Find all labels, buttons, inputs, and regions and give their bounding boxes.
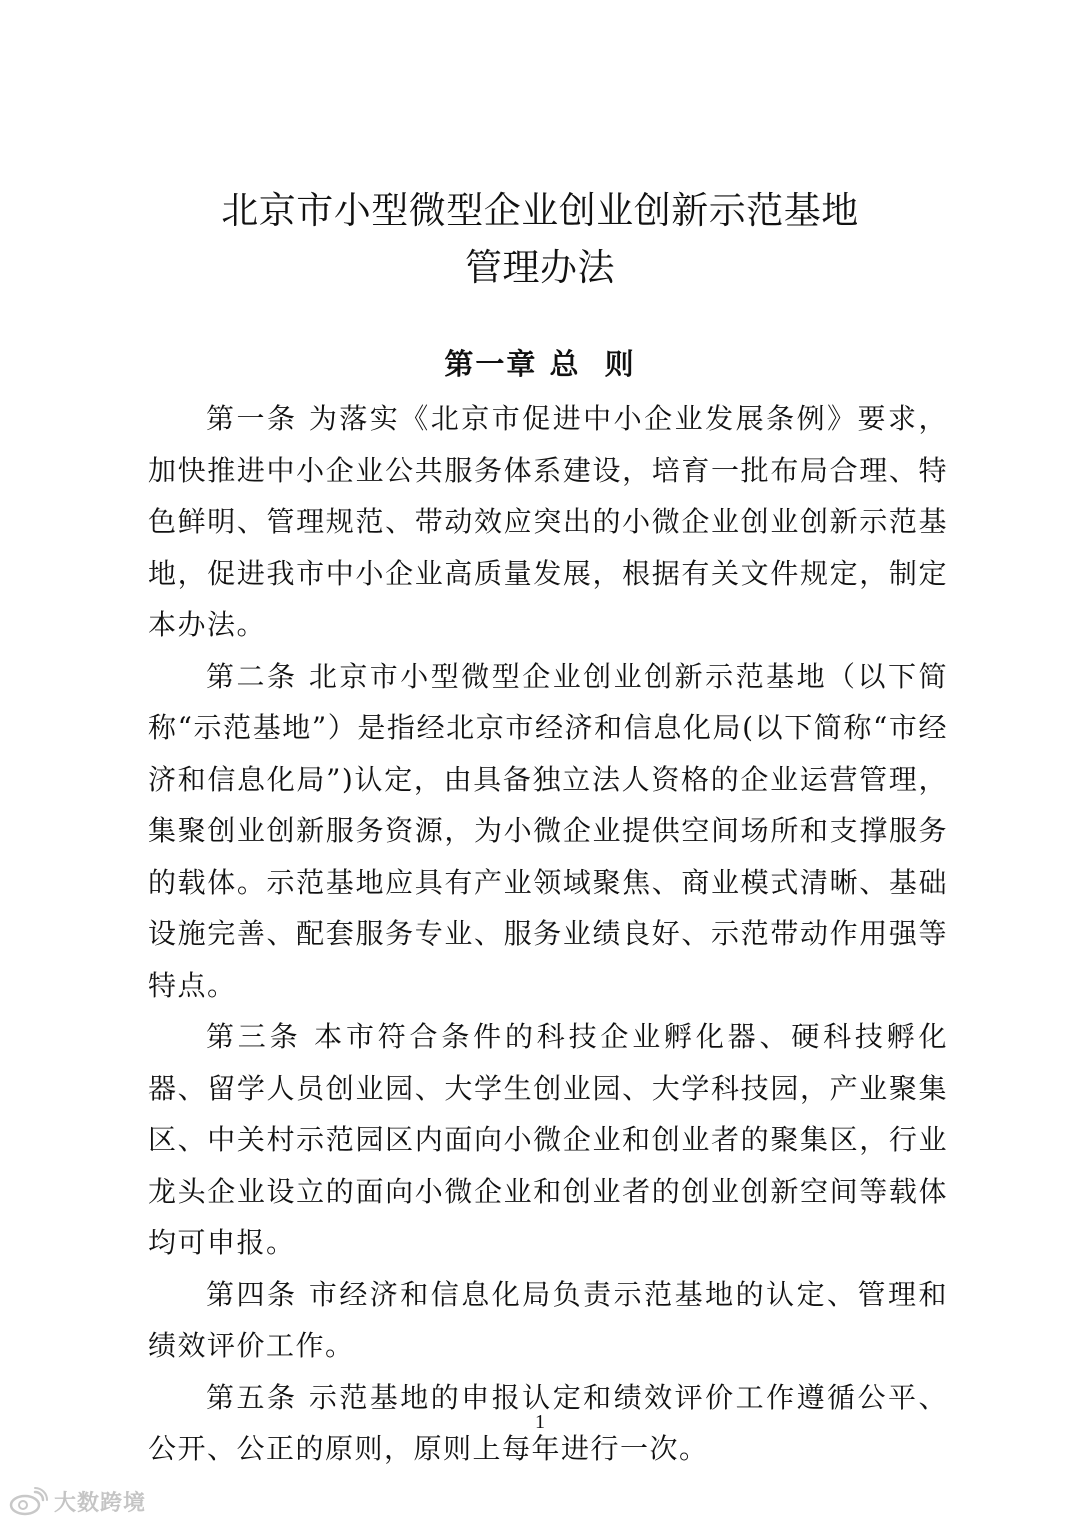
article-1-paragraph: 第一条 为落实《北京市促进中小企业发展条例》要求，加快推进中小企业公共服务体系建设，培育一批布局合理、特色鲜明、管理规范、带动效应突出的小微企业创业创新示范基地，促进我市中小企业高质量发展，根据有关文件规定，制定本办法。 [148, 402, 948, 641]
document-title-line-1: 北京市小型微型企业创业创新示范基地 [221, 189, 859, 232]
document-title-line-2: 管理办法 [465, 246, 615, 289]
document-body [148, 393, 948, 1475]
watermark [8, 1483, 146, 1519]
weibo-logo-icon [8, 1486, 48, 1516]
document-title [100, 182, 980, 296]
page-number: 1 [535, 1411, 545, 1433]
article-5-paragraph: 第五条 示范基地的申报认定和绩效评价工作遵循公平、公开、公正的原则，原则上每年进行一次。 [148, 1380, 948, 1465]
article-2-paragraph: 第二条 北京市小型微型企业创业创新示范基地（以下简称“示范基地”）是指经北京市经济和信息化局(以下简称“市经济和信息化局”)认定，由具备独立法人资格的企业运营管理，集聚创业创新服务资源，为小微企业提供空间场所和支撑服务的载体。示范基地应具有产业领域聚焦、商业模式清晰、基础设施完善、配套服务专业、服务业绩良好、示范带动作用强等特点。 [148, 659, 948, 1002]
watermark-text: 大数跨境 [54, 1490, 147, 1516]
article-4-paragraph: 第四条 市经济和信息化局负责示范基地的认定、管理和绩效评价工作。 [148, 1277, 948, 1362]
chapter-heading: 第一章 总 则 [444, 347, 636, 381]
article-3-paragraph: 第三条 本市符合条件的科技企业孵化器、硬科技孵化器、留学人员创业园、大学生创业园、大学科技园，产业聚集区、中关村示范园区内面向小微企业和创业者的聚集区，行业龙头企业设立的面向小微企业和创业者的创业创新空间等载体均可申报。 [148, 1020, 948, 1259]
